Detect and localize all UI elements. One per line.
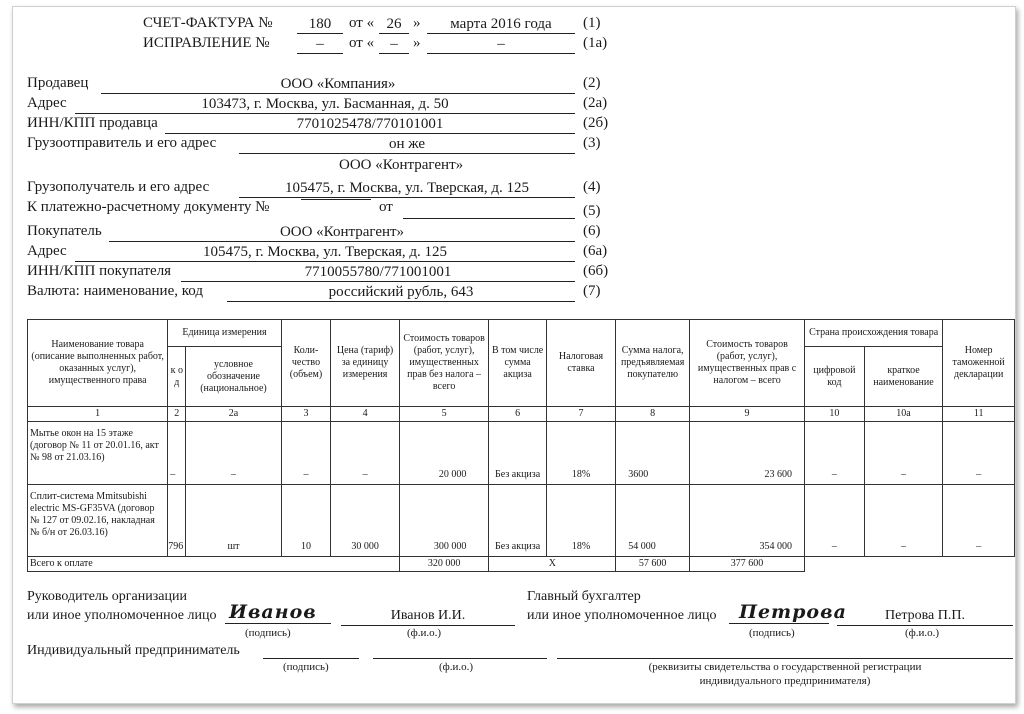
invoice-number: 180 xyxy=(297,15,343,34)
row-excise: Без акциза xyxy=(489,485,546,557)
ref-1: (1) xyxy=(583,15,601,31)
registration-caption-1: (реквизиты свидетельства о государственной регистрации xyxy=(648,661,922,673)
row-cost: 20 000 xyxy=(399,422,489,485)
head-sign-line xyxy=(225,623,331,624)
ref-7: (7) xyxy=(583,283,601,299)
header-declaration: Номер таможенной декларации xyxy=(943,320,1015,407)
head-line2: или иное уполномоченное лицо xyxy=(27,608,217,623)
buyer-label: Покупатель xyxy=(27,223,102,239)
accountant-line1: Главный бухгалтер xyxy=(527,589,641,604)
header-price: Цена (тариф) за единицу измерения xyxy=(331,320,400,407)
total-cost: 320 000 xyxy=(399,557,489,572)
entrepreneur-sign-line xyxy=(263,658,359,659)
row-unit: шт xyxy=(186,485,281,557)
seller-label: Продавец xyxy=(27,75,89,91)
col-num: 7 xyxy=(546,407,615,422)
row-unit: – xyxy=(186,422,281,485)
header-product-name: Наименование товара (описание выполненных работ, оказанных услуг), имущественного права xyxy=(28,320,168,407)
header-country-name: краткое наименование xyxy=(864,347,943,407)
row-total: 354 000 xyxy=(690,485,805,557)
col-num: 4 xyxy=(331,407,400,422)
invoice-table xyxy=(27,319,1015,572)
row-name: Мытье окон на 15 этаже (договор № 11 от 20.01.16, акт № 98 от 21.03.16) xyxy=(28,422,168,485)
row-country-name: – xyxy=(864,422,943,485)
table-row xyxy=(28,422,1015,485)
buyer-address-value: 105475, г. Москва, ул. Тверская, д. 125 xyxy=(75,243,575,262)
currency-label: Валюта: наименование, код xyxy=(27,283,203,299)
col-num: 9 xyxy=(690,407,805,422)
buyer-inn-label: ИНН/КПП покупателя xyxy=(27,263,172,279)
header-country-code: цифровой код xyxy=(805,347,865,407)
ref-3: (3) xyxy=(583,135,601,151)
row-tax: 3600 xyxy=(616,422,690,485)
correction-label: ИСПРАВЛЕНИЕ № xyxy=(143,35,270,51)
row-name: Сплит-система Mmitsubishi electric MS-GF35VA (договор № 127 от 09.02.16, накладная № б/н от 26.03.16) xyxy=(28,485,168,557)
row-country-code: – xyxy=(805,422,865,485)
consignee-label: Грузополучатель и его адрес xyxy=(27,179,210,195)
row-tax: 54 000 xyxy=(616,485,690,557)
header-country: Страна происхождения товара xyxy=(805,320,943,347)
header-unit-code: к о д xyxy=(168,347,186,407)
col-num: 3 xyxy=(281,407,331,422)
accountant-sign-caption: (подпись) xyxy=(749,627,795,639)
head-sign-caption: (подпись) xyxy=(245,627,291,639)
correction-day: – xyxy=(379,35,409,54)
entrepreneur-sign-caption: (подпись) xyxy=(283,661,329,673)
header-cost-with-tax: Стоимость товаров (работ, услуг), имущественных прав с налогом – всего xyxy=(690,320,805,407)
row-rate: 18% xyxy=(546,422,615,485)
header-unit: Единица измерения xyxy=(168,320,281,347)
ref-4: (4) xyxy=(583,179,601,195)
payment-doc-date xyxy=(403,201,575,219)
shipper-label: Грузоотправитель и его адрес xyxy=(27,135,217,151)
head-signature: Иванов xyxy=(229,601,317,623)
row-rate: 18% xyxy=(546,485,615,557)
total-row xyxy=(28,557,1015,572)
header-unit-symbol: условное обозначение (национальное) xyxy=(186,347,281,407)
invoice-month-year: марта 2016 года xyxy=(427,15,575,34)
col-num: 2а xyxy=(186,407,281,422)
ref-2b: (2б) xyxy=(583,115,609,131)
col-num: 10 xyxy=(805,407,865,422)
seller-inn-value: 7701025478/770101001 xyxy=(165,115,575,134)
ref-5: (5) xyxy=(583,203,601,219)
col-num: 5 xyxy=(399,407,489,422)
buyer-inn-value: 7710055780/771001001 xyxy=(181,263,575,282)
currency-value: российский рубль, 643 xyxy=(227,283,575,302)
accountant-sign-line xyxy=(729,623,829,624)
accountant-fio-caption: (ф.и.о.) xyxy=(905,627,940,639)
total-amount: 377 600 xyxy=(690,557,805,572)
col-num: 8 xyxy=(616,407,690,422)
header-quantity: Коли-чество (объем) xyxy=(281,320,331,407)
col-num: 6 xyxy=(489,407,546,422)
col-num: 2 xyxy=(168,407,186,422)
from-close: » xyxy=(413,15,421,31)
ref-6a: (6а) xyxy=(583,243,608,259)
payment-doc-from: от xyxy=(379,199,393,215)
correction-from-close: » xyxy=(413,35,421,51)
consignee-value: 105475, г. Москва, ул. Тверская, д. 125 xyxy=(239,179,575,198)
accountant-name: Петрова П.П. xyxy=(837,607,1013,626)
header-cost-without-tax: Стоимость товаров (работ, услуг), имущественных прав без налога – всего xyxy=(399,320,489,407)
seller-address-value: 103473, г. Москва, ул. Басманная, д. 50 xyxy=(75,95,575,114)
entrepreneur-label: Индивидуальный предприниматель xyxy=(27,643,240,658)
header-excise: В том числе сумма акциза xyxy=(489,320,546,407)
header-tax-rate: Налоговая ставка xyxy=(546,320,615,407)
table-row xyxy=(28,485,1015,557)
ref-2: (2) xyxy=(583,75,601,91)
seller-value: ООО «Компания» xyxy=(101,75,575,94)
row-price: – xyxy=(331,422,400,485)
registration-line xyxy=(557,658,1013,659)
payment-doc-number xyxy=(301,199,371,200)
invoice-title: СЧЕТ-ФАКТУРА № xyxy=(143,15,273,31)
row-country-code: – xyxy=(805,485,865,557)
ref-6: (6) xyxy=(583,223,601,239)
buyer-address-label: Адрес xyxy=(27,243,67,259)
consignee-name: ООО «Контрагент» xyxy=(339,157,464,173)
ref-6b: (6б) xyxy=(583,263,609,279)
row-country-name: – xyxy=(864,485,943,557)
row-declaration: – xyxy=(943,485,1015,557)
col-num: 10а xyxy=(864,407,943,422)
entrepreneur-fio-caption: (ф.и.о.) xyxy=(439,661,474,673)
head-fio-caption: (ф.и.о.) xyxy=(407,627,442,639)
col-num: 11 xyxy=(943,407,1015,422)
row-cost: 300 000 xyxy=(399,485,489,557)
invoice-sheet xyxy=(12,6,1016,704)
column-numbers-row xyxy=(28,407,1015,422)
ref-1a: (1а) xyxy=(583,35,608,51)
entrepreneur-fio-line xyxy=(373,658,547,659)
head-line1: Руководитель организации xyxy=(27,589,187,604)
row-qty: 10 xyxy=(281,485,331,557)
correction-date: – xyxy=(427,35,575,54)
correction-number: – xyxy=(297,35,343,54)
total-tax: 57 600 xyxy=(616,557,690,572)
row-price: 30 000 xyxy=(331,485,400,557)
total-x: X xyxy=(489,557,616,572)
payment-doc-label: К платежно-расчетному документу № xyxy=(27,199,270,215)
accountant-signature: Петрова xyxy=(739,601,847,623)
row-total: 23 600 xyxy=(690,422,805,485)
registration-caption-2: индивидуального предпринимателя) xyxy=(699,675,871,687)
head-name: Иванов И.И. xyxy=(341,607,515,626)
accountant-line2: или иное уполномоченное лицо xyxy=(527,608,717,623)
buyer-value: ООО «Контрагент» xyxy=(109,223,575,242)
row-excise: Без акциза xyxy=(489,422,546,485)
shipper-value: он же xyxy=(239,135,575,154)
ref-2a: (2а) xyxy=(583,95,608,111)
correction-from-open: от « xyxy=(349,35,375,51)
row-unit-code: – xyxy=(168,422,186,485)
col-num: 1 xyxy=(28,407,168,422)
header-tax-amount: Сумма налога, предъявляемая покупателю xyxy=(616,320,690,407)
total-label: Всего к оплате xyxy=(28,557,400,572)
row-qty: – xyxy=(281,422,331,485)
seller-address-label: Адрес xyxy=(27,95,67,111)
from-open: от « xyxy=(349,15,375,31)
row-unit-code: 796 xyxy=(168,485,186,557)
row-declaration: – xyxy=(943,422,1015,485)
seller-inn-label: ИНН/КПП продавца xyxy=(27,115,158,131)
invoice-day: 26 xyxy=(379,15,409,34)
